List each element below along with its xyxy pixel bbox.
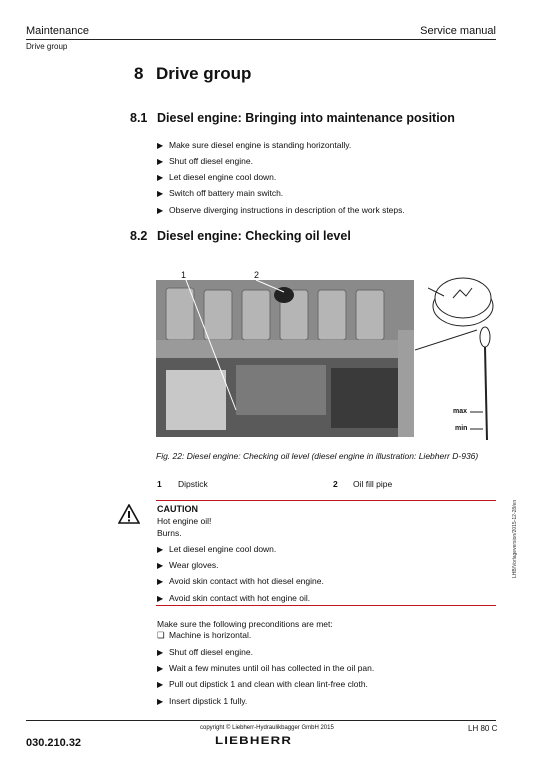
step-text: Avoid skin contact with hot engine oil. (169, 593, 311, 603)
step-text: Let diesel engine cool down. (169, 172, 277, 182)
bullet-triangle-icon: ▶ (157, 561, 164, 570)
list-item (157, 696, 247, 706)
precondition-item (157, 630, 251, 641)
legend-num-1: 1 (157, 479, 162, 489)
list-item (157, 205, 405, 215)
section-8-1-number: 8.1 (130, 111, 148, 125)
header-manual: Service manual (420, 25, 496, 37)
chapter-title-text: Drive group (156, 64, 252, 83)
precondition-text: Machine is horizontal. (169, 630, 252, 640)
step-text: Observe diverging instructions in description of the work steps. (169, 205, 405, 215)
bullet-triangle-icon: ▶ (157, 594, 164, 603)
legend-label-2: Oil fill pipe (353, 479, 393, 489)
callout-1: 1 (181, 270, 187, 280)
list-item (157, 576, 324, 586)
list-item (157, 647, 253, 657)
figure-caption: Fig. 22: Diesel engine: Checking oil level (diesel engine in illustration: Liebherr D-936) (156, 451, 479, 461)
bullet-triangle-icon: ▶ (157, 206, 164, 215)
section-8-2-title: Diesel engine: Checking oil level (157, 229, 351, 243)
list-item (157, 188, 283, 198)
step-text: Wait a few minutes until oil has collected in the oil pan. (169, 663, 375, 673)
brand-logo: LIEBHERR (215, 735, 293, 747)
caution-top-rule (156, 500, 496, 501)
callout-2: 2 (254, 270, 260, 280)
step-text: Insert dipstick 1 fully. (169, 696, 248, 706)
section-8-2-heading (130, 229, 351, 243)
warning-triangle-icon (118, 504, 140, 524)
step-text: Wear gloves. (169, 560, 219, 570)
bullet-triangle-icon: ▶ (157, 545, 164, 554)
list-item (157, 544, 276, 554)
oil-cap-illustration (428, 268, 498, 330)
list-item (157, 172, 276, 182)
engine-photo (156, 280, 414, 437)
header-subsection: Drive group (26, 42, 68, 51)
step-text: Let diesel engine cool down. (169, 544, 277, 554)
header-divider (26, 39, 496, 40)
step-text: Make sure diesel engine is standing horizontally. (169, 140, 352, 150)
footer-divider (26, 720, 496, 721)
step-text: Shut off diesel engine. (169, 647, 253, 657)
min-label: min (455, 425, 468, 432)
max-label: max (453, 408, 468, 415)
list-item (157, 679, 368, 689)
bullet-triangle-icon: ▶ (157, 157, 164, 166)
copyright-text: copyright © Liebherr-Hydraulikbagger GmbH 2015 (200, 725, 334, 731)
chapter-title (134, 64, 251, 84)
section-8-1-title: Diesel engine: Bringing into maintenance position (157, 111, 455, 125)
bullet-triangle-icon: ▶ (157, 697, 164, 706)
header-section: Maintenance (26, 25, 89, 37)
list-item (157, 140, 351, 150)
list-item (157, 663, 374, 673)
bullet-triangle-icon: ▶ (157, 189, 164, 198)
template-version-note: LHB/Vorlageversion/2015-12-28/en (512, 499, 518, 578)
bullet-triangle-icon: ▶ (157, 648, 164, 657)
list-item (157, 560, 218, 570)
caution-line-1: Hot engine oil! (157, 516, 212, 526)
step-text: Shut off diesel engine. (169, 156, 253, 166)
caution-title: CAUTION (157, 504, 198, 514)
legend-label-1: Dipstick (178, 479, 208, 489)
caution-bottom-rule (156, 605, 496, 606)
caution-line-2: Burns. (157, 528, 182, 538)
bullet-triangle-icon: ▶ (157, 664, 164, 673)
legend-num-2: 2 (333, 479, 338, 489)
procedure-intro: Make sure the following preconditions are met: (157, 619, 333, 629)
section-8-1-heading (130, 111, 455, 125)
bullet-triangle-icon: ▶ (157, 680, 164, 689)
step-text: Pull out dipstick 1 and clean with clean lint-free cloth. (169, 679, 368, 689)
list-item (157, 593, 310, 603)
document-number: 030.210.32 (26, 737, 82, 749)
model-code: LH 80 C (468, 724, 498, 733)
chapter-number: 8 (134, 64, 144, 83)
bullet-triangle-icon: ▶ (157, 173, 164, 182)
section-8-2-number: 8.2 (130, 229, 148, 243)
bullet-triangle-icon: ▶ (157, 577, 164, 586)
list-item (157, 156, 253, 166)
checkbox-icon: ❏ (157, 630, 165, 640)
bullet-triangle-icon: ▶ (157, 141, 164, 150)
step-text: Switch off battery main switch. (169, 188, 284, 198)
step-text: Avoid skin contact with hot diesel engine. (169, 576, 324, 586)
